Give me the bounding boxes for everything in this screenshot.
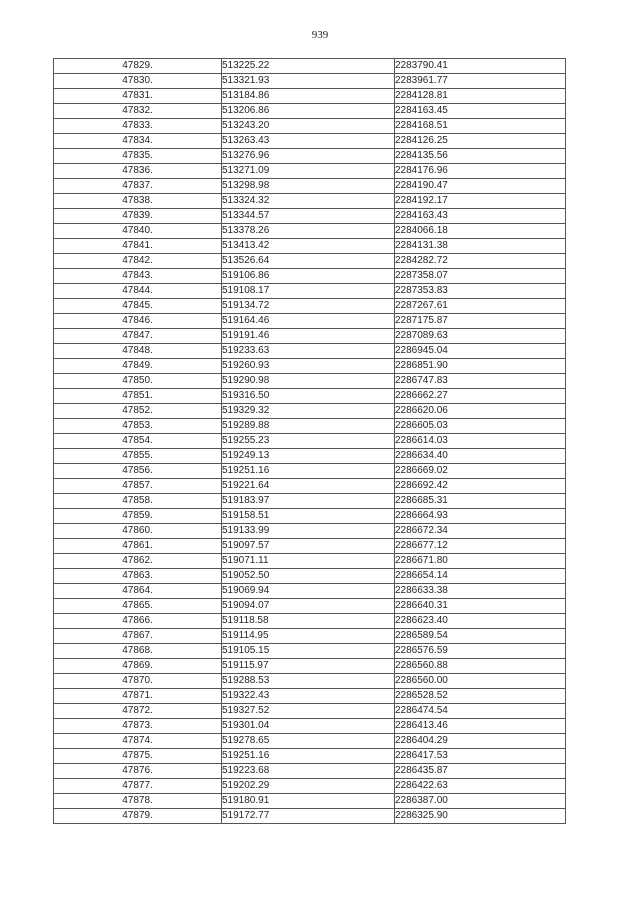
- x-coordinate-cell: 519115.97: [222, 659, 395, 674]
- y-coordinate-cell: 2284176.96: [395, 164, 566, 179]
- x-coordinate-cell: 513206.86: [222, 104, 395, 119]
- x-coordinate-cell: 519164.46: [222, 314, 395, 329]
- point-number-cell: 47860.: [54, 524, 222, 539]
- point-number-cell: 47879.: [54, 809, 222, 824]
- y-coordinate-cell: 2286560.00: [395, 674, 566, 689]
- table-row: [54, 704, 566, 719]
- x-coordinate-cell: 519288.53: [222, 674, 395, 689]
- table-row: [54, 344, 566, 359]
- page-number: 939: [311, 29, 329, 41]
- point-number-cell: 47859.: [54, 509, 222, 524]
- table-row: [54, 209, 566, 224]
- table-row: [54, 524, 566, 539]
- coordinates-table-body: [54, 59, 566, 824]
- y-coordinate-cell: 2284192.17: [395, 194, 566, 209]
- y-coordinate-cell: 2286669.02: [395, 464, 566, 479]
- y-coordinate-cell: 2284135.56: [395, 149, 566, 164]
- x-coordinate-cell: 513378.26: [222, 224, 395, 239]
- x-coordinate-cell: 519114.95: [222, 629, 395, 644]
- x-coordinate-cell: 513298.98: [222, 179, 395, 194]
- point-number-cell: 47873.: [54, 719, 222, 734]
- table-row: [54, 479, 566, 494]
- point-number-cell: 47855.: [54, 449, 222, 464]
- x-coordinate-cell: 519097.57: [222, 539, 395, 554]
- x-coordinate-cell: 513526.64: [222, 254, 395, 269]
- table-row: [54, 419, 566, 434]
- table-row: [54, 584, 566, 599]
- y-coordinate-cell: 2284163.45: [395, 104, 566, 119]
- table-row: [54, 749, 566, 764]
- y-coordinate-cell: 2286851.90: [395, 359, 566, 374]
- point-number-cell: 47830.: [54, 74, 222, 89]
- y-coordinate-cell: 2286677.12: [395, 539, 566, 554]
- y-coordinate-cell: 2284131.38: [395, 239, 566, 254]
- point-number-cell: 47872.: [54, 704, 222, 719]
- x-coordinate-cell: 519094.07: [222, 599, 395, 614]
- y-coordinate-cell: 2286945.04: [395, 344, 566, 359]
- y-coordinate-cell: 2286560.88: [395, 659, 566, 674]
- y-coordinate-cell: 2287089.63: [395, 329, 566, 344]
- table-row: [54, 449, 566, 464]
- point-number-cell: 47838.: [54, 194, 222, 209]
- point-number-cell: 47875.: [54, 749, 222, 764]
- y-coordinate-cell: 2286633.38: [395, 584, 566, 599]
- y-coordinate-cell: 2286528.52: [395, 689, 566, 704]
- table-row: [54, 299, 566, 314]
- table-row: [54, 779, 566, 794]
- x-coordinate-cell: 513276.96: [222, 149, 395, 164]
- y-coordinate-cell: 2286413.46: [395, 719, 566, 734]
- table-row: [54, 689, 566, 704]
- y-coordinate-cell: 2284128.81: [395, 89, 566, 104]
- y-coordinate-cell: 2286654.14: [395, 569, 566, 584]
- x-coordinate-cell: 519255.23: [222, 434, 395, 449]
- table-row: [54, 644, 566, 659]
- table-row: [54, 149, 566, 164]
- point-number-cell: 47842.: [54, 254, 222, 269]
- point-number-cell: 47870.: [54, 674, 222, 689]
- table-row: [54, 494, 566, 509]
- point-number-cell: 47868.: [54, 644, 222, 659]
- point-number-cell: 47847.: [54, 329, 222, 344]
- x-coordinate-cell: 513413.42: [222, 239, 395, 254]
- y-coordinate-cell: 2284066.18: [395, 224, 566, 239]
- x-coordinate-cell: 519289.88: [222, 419, 395, 434]
- table-row: [54, 194, 566, 209]
- x-coordinate-cell: 519251.16: [222, 749, 395, 764]
- y-coordinate-cell: 2286417.53: [395, 749, 566, 764]
- x-coordinate-cell: 513225.22: [222, 59, 395, 74]
- point-number-cell: 47856.: [54, 464, 222, 479]
- x-coordinate-cell: 519322.43: [222, 689, 395, 704]
- y-coordinate-cell: 2286435.87: [395, 764, 566, 779]
- point-number-cell: 47866.: [54, 614, 222, 629]
- table-row: [54, 359, 566, 374]
- y-coordinate-cell: 2284126.25: [395, 134, 566, 149]
- table-row: [54, 254, 566, 269]
- y-coordinate-cell: 2286662.27: [395, 389, 566, 404]
- point-number-cell: 47835.: [54, 149, 222, 164]
- x-coordinate-cell: 513271.09: [222, 164, 395, 179]
- y-coordinate-cell: 2286325.90: [395, 809, 566, 824]
- x-coordinate-cell: 519158.51: [222, 509, 395, 524]
- x-coordinate-cell: 519069.94: [222, 584, 395, 599]
- table-row: [54, 164, 566, 179]
- x-coordinate-cell: 519221.64: [222, 479, 395, 494]
- x-coordinate-cell: 513321.93: [222, 74, 395, 89]
- point-number-cell: 47844.: [54, 284, 222, 299]
- x-coordinate-cell: 519133.99: [222, 524, 395, 539]
- point-number-cell: 47837.: [54, 179, 222, 194]
- point-number-cell: 47878.: [54, 794, 222, 809]
- point-number-cell: 47845.: [54, 299, 222, 314]
- table-row: [54, 89, 566, 104]
- table-row: [54, 659, 566, 674]
- table-row: [54, 74, 566, 89]
- point-number-cell: 47848.: [54, 344, 222, 359]
- point-number-cell: 47858.: [54, 494, 222, 509]
- y-coordinate-cell: 2286387.00: [395, 794, 566, 809]
- x-coordinate-cell: 519108.17: [222, 284, 395, 299]
- table-row: [54, 119, 566, 134]
- x-coordinate-cell: 519290.98: [222, 374, 395, 389]
- table-row: [54, 614, 566, 629]
- x-coordinate-cell: 519071.11: [222, 554, 395, 569]
- table-row: [54, 629, 566, 644]
- table-row: [54, 404, 566, 419]
- x-coordinate-cell: 519301.04: [222, 719, 395, 734]
- table-row: [54, 809, 566, 824]
- x-coordinate-cell: 519233.63: [222, 344, 395, 359]
- y-coordinate-cell: 2286404.29: [395, 734, 566, 749]
- point-number-cell: 47849.: [54, 359, 222, 374]
- table-row: [54, 569, 566, 584]
- point-number-cell: 47863.: [54, 569, 222, 584]
- point-number-cell: 47869.: [54, 659, 222, 674]
- x-coordinate-cell: 519260.93: [222, 359, 395, 374]
- table-row: [54, 179, 566, 194]
- x-coordinate-cell: 519223.68: [222, 764, 395, 779]
- coordinates-table: [53, 58, 566, 824]
- table-row: [54, 734, 566, 749]
- x-coordinate-cell: 513263.43: [222, 134, 395, 149]
- y-coordinate-cell: 2284190.47: [395, 179, 566, 194]
- table-row: [54, 239, 566, 254]
- table-row: [54, 269, 566, 284]
- x-coordinate-cell: 519172.77: [222, 809, 395, 824]
- x-coordinate-cell: 519191.46: [222, 329, 395, 344]
- x-coordinate-cell: 519183.97: [222, 494, 395, 509]
- point-number-cell: 47852.: [54, 404, 222, 419]
- y-coordinate-cell: 2286422.63: [395, 779, 566, 794]
- table-row: [54, 59, 566, 74]
- x-coordinate-cell: 519251.16: [222, 464, 395, 479]
- table-row: [54, 434, 566, 449]
- y-coordinate-cell: 2286605.03: [395, 419, 566, 434]
- point-number-cell: 47840.: [54, 224, 222, 239]
- y-coordinate-cell: 2286474.54: [395, 704, 566, 719]
- point-number-cell: 47865.: [54, 599, 222, 614]
- point-number-cell: 47843.: [54, 269, 222, 284]
- table-row: [54, 134, 566, 149]
- point-number-cell: 47861.: [54, 539, 222, 554]
- point-number-cell: 47857.: [54, 479, 222, 494]
- y-coordinate-cell: 2287267.61: [395, 299, 566, 314]
- x-coordinate-cell: 513243.20: [222, 119, 395, 134]
- table-row: [54, 794, 566, 809]
- y-coordinate-cell: 2286685.31: [395, 494, 566, 509]
- x-coordinate-cell: 519106.86: [222, 269, 395, 284]
- point-number-cell: 47846.: [54, 314, 222, 329]
- x-coordinate-cell: 519278.65: [222, 734, 395, 749]
- table-row: [54, 374, 566, 389]
- y-coordinate-cell: 2286614.03: [395, 434, 566, 449]
- x-coordinate-cell: 519249.13: [222, 449, 395, 464]
- x-coordinate-cell: 519118.58: [222, 614, 395, 629]
- x-coordinate-cell: 519180.91: [222, 794, 395, 809]
- table-row: [54, 224, 566, 239]
- y-coordinate-cell: 2287353.83: [395, 284, 566, 299]
- point-number-cell: 47874.: [54, 734, 222, 749]
- point-number-cell: 47831.: [54, 89, 222, 104]
- y-coordinate-cell: 2283961.77: [395, 74, 566, 89]
- point-number-cell: 47851.: [54, 389, 222, 404]
- point-number-cell: 47854.: [54, 434, 222, 449]
- point-number-cell: 47850.: [54, 374, 222, 389]
- table-row: [54, 554, 566, 569]
- y-coordinate-cell: 2286589.54: [395, 629, 566, 644]
- x-coordinate-cell: 519329.32: [222, 404, 395, 419]
- point-number-cell: 47871.: [54, 689, 222, 704]
- y-coordinate-cell: 2286634.40: [395, 449, 566, 464]
- table-row: [54, 104, 566, 119]
- y-coordinate-cell: 2283790.41: [395, 59, 566, 74]
- y-coordinate-cell: 2287175.87: [395, 314, 566, 329]
- y-coordinate-cell: 2286671.80: [395, 554, 566, 569]
- x-coordinate-cell: 513184.86: [222, 89, 395, 104]
- point-number-cell: 47841.: [54, 239, 222, 254]
- y-coordinate-cell: 2286640.31: [395, 599, 566, 614]
- table-row: [54, 719, 566, 734]
- table-row: [54, 599, 566, 614]
- point-number-cell: 47829.: [54, 59, 222, 74]
- y-coordinate-cell: 2284282.72: [395, 254, 566, 269]
- table-row: [54, 389, 566, 404]
- point-number-cell: 47853.: [54, 419, 222, 434]
- table-row: [54, 509, 566, 524]
- x-coordinate-cell: 519052.50: [222, 569, 395, 584]
- table-row: [54, 674, 566, 689]
- point-number-cell: 47832.: [54, 104, 222, 119]
- y-coordinate-cell: 2286664.93: [395, 509, 566, 524]
- x-coordinate-cell: 519202.29: [222, 779, 395, 794]
- point-number-cell: 47834.: [54, 134, 222, 149]
- point-number-cell: 47877.: [54, 779, 222, 794]
- table-row: [54, 284, 566, 299]
- point-number-cell: 47862.: [54, 554, 222, 569]
- table-row: [54, 464, 566, 479]
- table-row: [54, 539, 566, 554]
- point-number-cell: 47864.: [54, 584, 222, 599]
- point-number-cell: 47876.: [54, 764, 222, 779]
- y-coordinate-cell: 2286620.06: [395, 404, 566, 419]
- y-coordinate-cell: 2284168.51: [395, 119, 566, 134]
- x-coordinate-cell: 519134.72: [222, 299, 395, 314]
- x-coordinate-cell: 519316.50: [222, 389, 395, 404]
- y-coordinate-cell: 2286747.83: [395, 374, 566, 389]
- x-coordinate-cell: 519105.15: [222, 644, 395, 659]
- y-coordinate-cell: 2286692.42: [395, 479, 566, 494]
- y-coordinate-cell: 2286672.34: [395, 524, 566, 539]
- y-coordinate-cell: 2286623.40: [395, 614, 566, 629]
- table-row: [54, 314, 566, 329]
- point-number-cell: 47839.: [54, 209, 222, 224]
- table-row: [54, 329, 566, 344]
- y-coordinate-cell: 2284163.43: [395, 209, 566, 224]
- point-number-cell: 47867.: [54, 629, 222, 644]
- point-number-cell: 47836.: [54, 164, 222, 179]
- y-coordinate-cell: 2287358.07: [395, 269, 566, 284]
- x-coordinate-cell: 519327.52: [222, 704, 395, 719]
- table-row: [54, 764, 566, 779]
- x-coordinate-cell: 513324.32: [222, 194, 395, 209]
- x-coordinate-cell: 513344.57: [222, 209, 395, 224]
- y-coordinate-cell: 2286576.59: [395, 644, 566, 659]
- point-number-cell: 47833.: [54, 119, 222, 134]
